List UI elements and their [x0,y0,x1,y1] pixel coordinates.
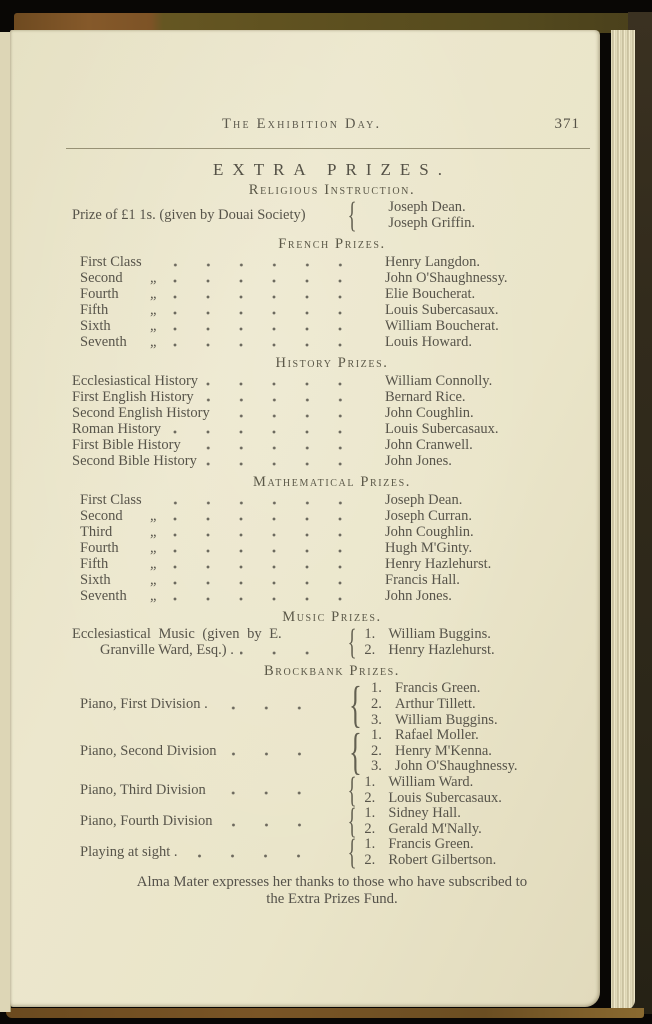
dot-leader [172,532,371,538]
winner-name: Elie Boucherat. [385,286,476,303]
brace-glyph: { [349,723,362,780]
prize-row: First Class Henry Langdon. [80,254,481,271]
winner-list [360,200,475,231]
dot-leader [204,381,371,387]
winner-name: Bernard Rice. [385,389,466,406]
winner-rank: 1. [371,680,382,697]
dot-leader [216,413,371,419]
running-title: The Exhibition Day. [222,116,382,132]
section-heading-religious: Religious Instruction. [248,182,416,198]
winner-name: John O'Shaughnessy. [385,270,508,287]
prize-row: Fifth „ Louis Subercasaux. [80,302,499,319]
dot-leader [223,751,330,757]
prize-group-music [72,623,592,662]
prize-row: Fifth „ Henry Hazlehurst. [80,556,492,573]
prize-group [72,770,592,810]
winner-name: Henry Hazlehurst. [388,641,495,658]
header-rule [66,148,590,149]
winner-name: Louis Subercasaux. [388,789,502,806]
winner-name: Henry M'Kenna. [395,742,492,759]
prize-label: Piano, Fourth Division [80,812,213,829]
dot-leader [183,853,330,859]
section-mathematical [72,492,592,604]
brace-glyph: { [347,770,357,810]
ditto-mark: „ [150,318,157,335]
prize-label: Ecclesiastical Music (given by E. [72,626,282,643]
winner-name: Louis Subercasaux. [385,302,499,319]
prize-label-continued: Granville Ward, Esq.) . [100,641,234,658]
winner-name: Arthur Tillett. [395,695,476,712]
prize-group [72,833,592,873]
dot-leader [200,397,371,403]
ditto-mark: „ [150,334,157,351]
dot-leader [172,596,371,602]
prize-row: Second Bible History John Jones. [72,453,452,470]
dot-leader [212,790,330,796]
winner-name: Joseph Dean. [388,199,466,215]
ditto-mark: „ [150,540,157,557]
winner-name: Joseph Curran. [385,508,472,525]
prize-row: Sixth „ Francis Hall. [80,572,460,589]
prize-group [72,723,592,780]
prize-label: Prize of £1 1s. (given by Douai Society) [72,206,306,223]
section-heading-history: History Prizes. [275,355,389,372]
ditto-mark: „ [150,524,157,541]
dot-leader [172,548,371,554]
winner-list [360,775,502,806]
page-header [72,116,592,135]
section-heading-brockbank: Brockbank Prizes. [263,663,401,680]
winner-rank: 2. [371,742,382,759]
ditto-mark: „ [150,302,157,319]
winner-name: Joseph Dean. [385,492,463,509]
dot-leader [240,650,338,656]
prize-row: Roman History Louis Subercasaux. [72,421,499,438]
section-heading-music: Music Prizes. [282,609,382,626]
winner-list [360,806,481,837]
prize-row: Seventh „ Louis Howard. [80,334,472,351]
winner-name: William Boucherat. [385,318,499,335]
brace-glyph: { [347,195,357,235]
section-history [72,373,592,469]
prize-row: First Bible History John Cranwell. [72,437,473,454]
winner-name: Francis Green. [395,680,481,697]
winner-rank: 1. [364,836,376,853]
ditto-mark: „ [150,270,157,287]
winner-name: William Buggins. [388,626,491,643]
winner-rank: 2. [364,851,376,868]
winner-name: Louis Subercasaux. [385,421,499,438]
winner-name: William Buggins. [395,711,498,728]
winner-name: John Cranwell. [385,437,473,454]
dot-leader [172,342,371,348]
dot-leader [172,310,371,316]
prize-row: Ecclesiastical History William Connolly. [72,373,493,390]
brace-glyph: { [347,801,357,841]
section-french [72,254,592,350]
dot-leader [172,580,371,586]
winner-name: Francis Hall. [385,572,460,589]
winner-rank: 1. [364,773,376,790]
winner-name: Henry Langdon. [385,254,481,271]
prize-group [72,676,592,733]
brace-glyph: { [349,676,362,733]
winner-rank: 1. [364,626,376,643]
prize-label: Piano, Third Division [80,781,206,798]
winner-rank: 1. [364,805,376,822]
prize-row: Second „ John O'Shaughnessy. [80,270,508,287]
winner-name: William Connolly. [385,373,493,390]
winner-rank: 1. [371,727,382,744]
prize-row: Second „ Joseph Curran. [80,508,472,525]
dot-leader [172,564,371,570]
winner-rank: 3. [371,758,382,775]
winner-name: John Jones. [385,588,452,605]
prize-label: Playing at sight . [80,844,178,861]
dot-leader [172,294,371,300]
dot-leader [172,278,371,284]
book-cover-bottom-edge [6,1008,644,1018]
page-title: EXTRA PRIZES. [213,160,451,179]
prize-label: Piano, First Division . [80,695,208,712]
dot-leader [219,822,330,828]
ditto-mark: „ [150,588,157,605]
dot-leader [187,445,371,451]
winner-name: Henry Hazlehurst. [385,556,492,573]
ditto-mark: „ [150,286,157,303]
dot-leader [148,500,371,506]
winner-name: John Jones. [385,453,452,470]
brace-glyph: { [347,623,357,662]
section-heading-french: French Prizes. [278,236,386,253]
winner-rank: 2. [364,641,376,658]
winner-name: John O'Shaughnessy. [395,758,518,775]
prize-row: Fourth „ Elie Boucherat. [80,286,476,303]
prize-row: First Class Joseph Dean. [80,492,463,509]
prize-row: Seventh „ John Jones. [80,588,452,605]
winner-name: Hugh M'Ginty. [385,540,473,557]
prize-group [72,801,592,841]
dot-leader [148,262,371,268]
prize-row: First English History Bernard Rice. [72,389,466,406]
prize-label: Piano, Second Division [80,742,217,759]
dot-leader [214,705,330,711]
prize-row: Third „ John Coughlin. [80,524,474,541]
winner-name: John Coughlin. [385,405,474,422]
prize-row: Sixth „ William Boucherat. [80,318,499,335]
dot-leader [172,516,371,522]
winner-list [360,837,496,868]
winner-name: Francis Green. [388,836,474,853]
winner-name: Sidney Hall. [388,805,461,822]
winner-name: Gerald M'Nally. [388,820,482,837]
winner-name: Joseph Griffin. [388,214,476,231]
prize-group-religious [72,195,592,235]
book-page [10,30,600,1007]
page-stack-edges [611,30,635,1010]
prize-row: Second English History John Coughlin. [72,405,474,422]
closing-note: Alma Mater expresses her thanks to those who have subscribed to the Extra Prizes Fund. [136,873,528,907]
ditto-mark: „ [150,572,157,589]
winner-rank: 2. [364,789,376,806]
section-heading-mathematical: Mathematical Prizes. [253,474,411,491]
winner-rank: 2. [371,695,382,712]
ditto-mark: „ [150,556,157,573]
prize-row: Fourth „ Hugh M'Ginty. [80,540,473,557]
brace-glyph: { [347,833,357,873]
winner-rank: 2. [364,820,376,837]
winner-list [367,728,518,775]
winner-list [367,681,498,728]
winner-name: Louis Howard. [385,334,472,351]
winner-name: William Ward. [388,773,474,790]
winner-rank: 3. [371,711,382,728]
page-number: 371 [554,116,580,132]
winner-name: John Coughlin. [385,524,474,541]
winner-list [360,627,494,658]
dot-leader [172,326,371,332]
winner-name: Robert Gilbertson. [388,851,497,868]
ditto-mark: „ [150,508,157,525]
dot-leader [167,429,371,435]
dot-leader [203,461,371,467]
winner-name: Rafael Moller. [395,727,479,744]
